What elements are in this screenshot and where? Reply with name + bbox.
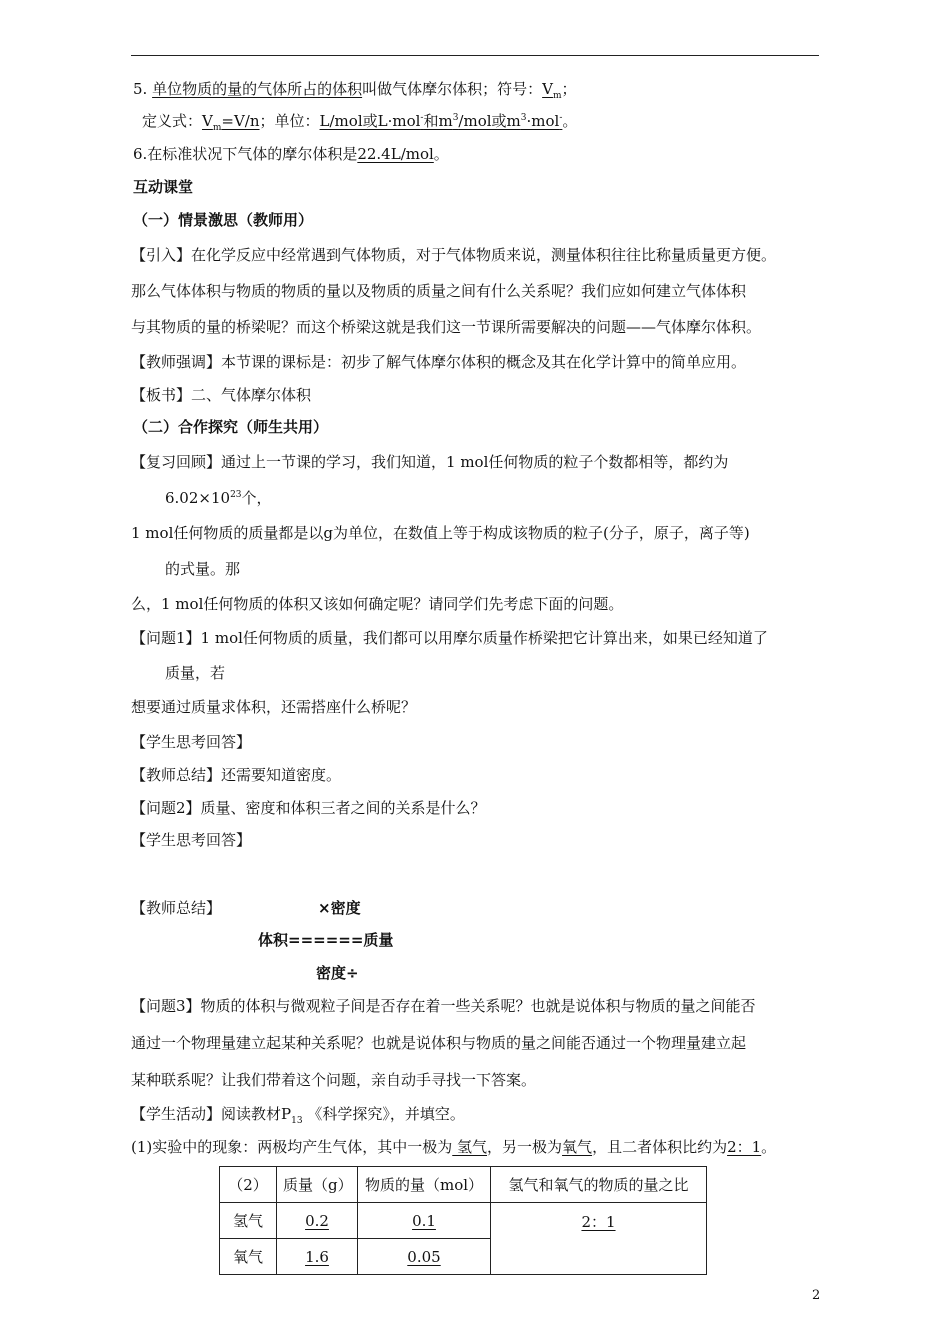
table-cell-mol: 0.1 xyxy=(358,1203,491,1239)
question-3-line-2: 通过一个物理量建立起某种关系呢？也就是说体积与物质的量之间能否通过一个物理量建立起 xyxy=(131,1034,747,1052)
intro-line-2: 那么气体体积与物质的物质的量以及物质的质量之间有什么关系呢？我们应如何建立气体体积 xyxy=(131,282,747,300)
molar-volume-answer: 22.4L/mol xyxy=(357,145,434,163)
diagram-multiply-density: ×密度 xyxy=(318,899,361,917)
unit-answer: L/mol或L·mol-和$m^3$/mol或$m^3\cdot mol^-$ xyxy=(319,112,563,130)
diagram-divide-density: 密度÷ xyxy=(316,964,359,982)
review-line-5: 么，1 mol任何物质的体积又该如何确定呢？请同学们先考虑下面的问题。 xyxy=(131,595,624,613)
line-5: 5. 单位物质的量的气体所占的体积叫做气体摩尔体积；符号：$V_m$； xyxy=(133,80,577,101)
question-1-line-1: 【问题1】1 mol任何物质的质量，我们都可以用摩尔质量作桥梁把它计算出来，如果已经知道了 xyxy=(131,629,768,647)
definition-answer: 单位物质的量的气体所占的体积 xyxy=(152,80,363,98)
teacher-emphasis: 【教师强调】本节课的课标是：初步了解气体摩尔体积的概念及其在化学计算中的简单应用。 xyxy=(131,353,747,371)
teacher-summary-2-label: 【教师总结】 xyxy=(131,899,222,917)
heading-section-1: （一）情景激思（教师用） xyxy=(133,211,314,229)
line-6: 6.在标准状况下气体的摩尔体积是22.4L/mol。 xyxy=(133,145,449,163)
table-cell-name: 氧气 xyxy=(220,1239,277,1275)
diagram-volume-mass: 体积======质量 xyxy=(258,931,394,949)
intro-line-3: 与其物质的量的桥梁呢？而这个桥梁这就是我们这一节课所需要解决的问题——气体摩尔体积。 xyxy=(131,318,762,336)
header-rule xyxy=(131,55,819,56)
table-header: （2） xyxy=(220,1167,277,1203)
student-think-2: 【学生思考回答】 xyxy=(131,831,252,849)
item-number: 5. xyxy=(133,80,148,98)
table-header: 物质的量（mol） xyxy=(358,1167,491,1203)
answer-hydrogen: 氢气 xyxy=(452,1138,488,1156)
question-1-line-3: 想要通过质量求体积，还需搭座什么桥呢？ xyxy=(131,698,417,716)
question-2: 【问题2】质量、密度和体积三者之间的关系是什么？ xyxy=(131,799,486,817)
table-cell-mass: 1.6 xyxy=(277,1239,358,1275)
table-cell-ratio: 2：1 xyxy=(491,1203,707,1275)
teacher-summary-1: 【教师总结】还需要知道密度。 xyxy=(131,766,342,784)
review-line-4: 的式量。那 xyxy=(165,560,241,578)
table-cell-mass: 0.2 xyxy=(277,1203,358,1239)
question-3-line-1: 【问题3】物质的体积与微观粒子间是否存在着一些关系呢？也就是说体积与物质的量之间能否 xyxy=(131,997,756,1015)
board-note: 【板书】二、气体摩尔体积 xyxy=(131,386,312,404)
experiment-table xyxy=(219,1166,707,1275)
experiment-line-1: (1)实验中的现象：两极均产生气体，其中一极为 氢气，另一极为氧气，且二者体积比约为2：1。 xyxy=(131,1138,777,1156)
table-header-row xyxy=(220,1167,707,1203)
heading-interactive-class: 互动课堂 xyxy=(133,178,194,196)
table-row xyxy=(220,1203,707,1239)
table-header: 氢气和氧气的物质的量之比 xyxy=(491,1167,707,1203)
student-activity: 【学生活动】阅读教材$P_{13}$ 《科学探究》，并填空。 xyxy=(131,1105,465,1126)
answer-ratio: 2：1 xyxy=(727,1138,762,1156)
table-cell-mol: 0.05 xyxy=(358,1239,491,1275)
student-think-1: 【学生思考回答】 xyxy=(131,733,252,751)
review-line-1: 【复习回顾】通过上一节课的学习，我们知道，1 mol任何物质的粒子个数都相等，都约为 xyxy=(131,453,729,471)
formula-label: 定义式： xyxy=(142,112,203,130)
line-5-formula: 定义式：$V_m=V/n$；单位：L/mol或L·mol-和$m^3$/mol或$m^3\cdot mol^-$。 xyxy=(142,112,578,133)
unit-label: ；单位： xyxy=(259,112,320,130)
review-line-3: 1 mol任何物质的质量都是以g为单位，在数值上等于构成该物质的粒子(分子，原子，离子等) xyxy=(131,524,750,542)
review-line-2: $6.02\times 10^{23}$个， xyxy=(165,489,272,507)
line-text: 叫做气体摩尔体积；符号： xyxy=(362,80,543,98)
answer-oxygen: 氧气 xyxy=(562,1138,593,1156)
table-cell-name: 氢气 xyxy=(220,1203,277,1239)
symbol-answer: $V_m$ xyxy=(542,80,562,101)
page-number: 2 xyxy=(812,1288,821,1303)
table-header: 质量（g） xyxy=(277,1167,358,1203)
intro-line-1: 【引入】在化学反应中经常遇到气体物质，对于气体物质来说，测量体积往往比称量质量更方便。 xyxy=(131,246,777,264)
question-1-line-2: 质量，若 xyxy=(165,664,226,682)
question-3-line-3: 某种联系呢？让我们带着这个问题，亲自动手寻找一下答案。 xyxy=(131,1071,537,1089)
formula-answer: $V_m=V/n$ xyxy=(202,112,260,133)
heading-section-2: （二）合作探究（师生共用） xyxy=(133,418,329,436)
